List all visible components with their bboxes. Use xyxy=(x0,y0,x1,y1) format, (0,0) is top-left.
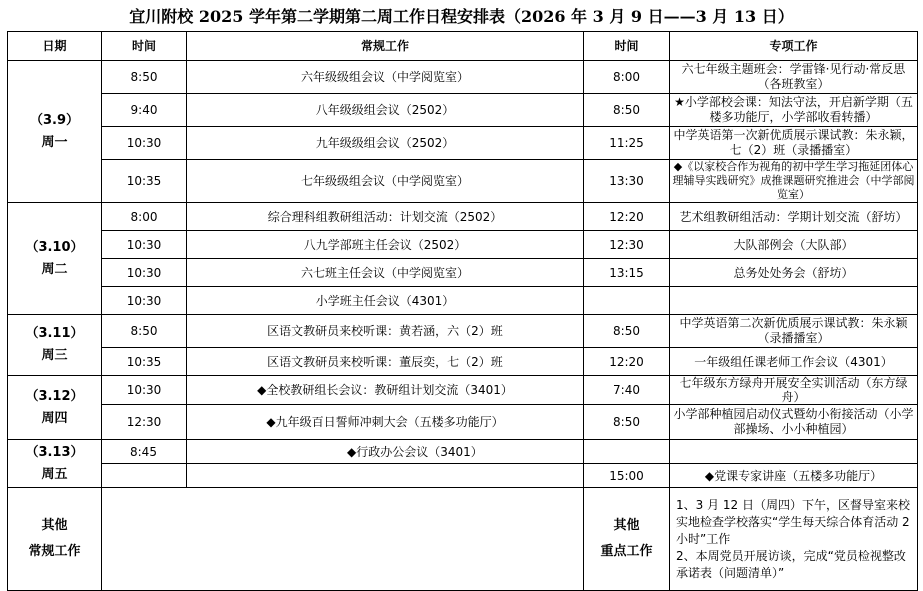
table-row xyxy=(8,203,918,231)
time-cell: 8:00 xyxy=(102,203,187,231)
routine-cell: 九年级级组会议（2502） xyxy=(187,127,584,160)
time-cell: 10:30 xyxy=(102,231,187,259)
table-row xyxy=(8,231,918,259)
time-cell: 10:35 xyxy=(102,160,187,203)
header-time: 时间 xyxy=(102,32,187,61)
table-row xyxy=(8,348,918,376)
routine-cell xyxy=(187,464,584,488)
time-cell: 12:20 xyxy=(584,348,670,376)
special-cell: 一年级组任课老师工作会议（4301） xyxy=(670,348,918,376)
special-cell: 中学英语第一次新优质展示课试教：朱永颖，七（2）班（录播播室） xyxy=(670,127,918,160)
header-date: 日期 xyxy=(8,32,102,61)
other-key-label xyxy=(584,488,670,591)
time-cell xyxy=(584,287,670,315)
other-routine-label-line1: 其他 xyxy=(41,518,68,533)
day-date: （3.13） xyxy=(25,444,84,460)
schedule-table xyxy=(7,31,918,591)
routine-cell: 小学班主任会议（4301） xyxy=(187,287,584,315)
table-row xyxy=(8,259,918,287)
routine-cell: 六年级级组会议（中学阅览室） xyxy=(187,61,584,94)
routine-cell: ◆九年级百日誓师冲刺大会（五楼多功能厅） xyxy=(187,405,584,440)
time-cell: 12:30 xyxy=(584,231,670,259)
table-row xyxy=(8,160,918,203)
page-title: 宜川附校 2025 学年第二学期第二周工作日程安排表（2026 年 3 月 9 日——3 月 13 日） xyxy=(129,7,794,26)
routine-cell: 综合理科组教研组活动：计划交流（2502） xyxy=(187,203,584,231)
time-cell: 11:25 xyxy=(584,127,670,160)
table-row xyxy=(8,287,918,315)
time-cell: 8:50 xyxy=(102,315,187,348)
time-cell: 10:35 xyxy=(102,348,187,376)
other-key-label-line2: 重点工作 xyxy=(600,544,653,559)
special-cell: 六七年级主题班会：学雷锋·见行动·常反思（各班教室） xyxy=(670,61,918,94)
time-cell: 13:15 xyxy=(584,259,670,287)
routine-cell: 八九学部班主任会议（2502） xyxy=(187,231,584,259)
other-routine-cell xyxy=(102,488,584,591)
day-weekday: 周三 xyxy=(41,348,68,363)
time-cell: 8:50 xyxy=(584,94,670,127)
day-cell-monday xyxy=(8,61,102,203)
day-cell-friday xyxy=(8,440,102,488)
special-cell: ◆《以家校合作为视角的初中学生学习拖延团体心理辅导实践研究》成推课题研究推进会（中学部阅览室） xyxy=(670,160,918,203)
table-row xyxy=(8,127,918,160)
day-date: （3.12） xyxy=(25,388,84,404)
special-cell: 艺术组教研组活动：学期计划交流（舒坊） xyxy=(670,203,918,231)
time-cell: 15:00 xyxy=(584,464,670,488)
time-cell xyxy=(102,464,187,488)
header-routine-work: 常规工作 xyxy=(187,32,584,61)
header-special-work: 专项工作 xyxy=(670,32,918,61)
time-cell: 9:40 xyxy=(102,94,187,127)
special-cell xyxy=(670,287,918,315)
table-row xyxy=(8,440,918,464)
day-weekday: 周四 xyxy=(41,410,68,426)
table-row xyxy=(8,61,918,94)
other-routine-label-line2: 常规工作 xyxy=(28,544,81,559)
header-time: 时间 xyxy=(584,32,670,61)
time-cell: 8:45 xyxy=(102,440,187,464)
special-cell: 七年级东方绿舟开展安全实训活动（东方绿舟） xyxy=(670,376,918,405)
special-cell: ★小学部校会课：知法守法，开启新学期（五楼多功能厅，小学部收看转播） xyxy=(670,94,918,127)
other-row xyxy=(8,488,918,591)
routine-cell: 七年级级组会议（中学阅览室） xyxy=(187,160,584,203)
table-row xyxy=(8,94,918,127)
time-cell: 8:50 xyxy=(102,61,187,94)
day-date: （3.9） xyxy=(29,112,80,128)
day-weekday: 周二 xyxy=(41,261,68,277)
time-cell: 12:20 xyxy=(584,203,670,231)
note-item: 2、本周党员开展访谈，完成“党员检视整改承诺表（问题清单）” xyxy=(676,548,906,580)
special-cell: 总务处处务会（舒坊） xyxy=(670,259,918,287)
routine-cell: ◆行政办公会议（3401） xyxy=(187,440,584,464)
day-date: （3.11） xyxy=(25,326,84,341)
time-cell: 8:50 xyxy=(584,315,670,348)
time-cell: 8:50 xyxy=(584,405,670,440)
other-routine-label xyxy=(8,488,102,591)
routine-cell: 六七班主任会议（中学阅览室） xyxy=(187,259,584,287)
day-cell-tuesday xyxy=(8,203,102,315)
time-cell: 10:30 xyxy=(102,259,187,287)
special-cell: 大队部例会（大队部） xyxy=(670,231,918,259)
day-weekday: 周五 xyxy=(41,466,68,482)
special-cell: 中学英语第二次新优质展示课试教：朱永颖（录播播室） xyxy=(670,315,918,348)
time-cell: 12:30 xyxy=(102,405,187,440)
table-row xyxy=(8,315,918,348)
other-key-notes xyxy=(670,488,918,591)
day-cell-wednesday xyxy=(8,315,102,376)
day-weekday: 周一 xyxy=(41,134,68,150)
routine-cell: 区语文教研员来校听课：董辰奕，七（2）班 xyxy=(187,348,584,376)
time-cell: 7:40 xyxy=(584,376,670,405)
note-item: 1、3 月 12 日（周四）下午，区督导室来校实地检查学校落实“学生每天综合体育活动 2 小时”工作 xyxy=(676,497,910,546)
time-cell: 10:30 xyxy=(102,376,187,405)
time-cell: 13:30 xyxy=(584,160,670,203)
other-key-label-line1: 其他 xyxy=(613,518,640,533)
table-row xyxy=(8,405,918,440)
special-cell xyxy=(670,440,918,464)
special-cell: ◆党课专家讲座（五楼多功能厅） xyxy=(670,464,918,488)
special-cell: 小学部种植园启动仪式暨幼小衔接活动（小学部操场、小小种植园） xyxy=(670,405,918,440)
table-row xyxy=(8,376,918,405)
time-cell: 8:00 xyxy=(584,61,670,94)
routine-cell: 八年级级组会议（2502） xyxy=(187,94,584,127)
time-cell: 10:30 xyxy=(102,287,187,315)
table-row xyxy=(8,464,918,488)
routine-cell: ◆全校教研组长会议：教研组计划交流（3401） xyxy=(187,376,584,405)
header-row xyxy=(8,32,918,61)
time-cell xyxy=(584,440,670,464)
routine-cell: 区语文教研员来校听课：黄若涵，六（2）班 xyxy=(187,315,584,348)
time-cell: 10:30 xyxy=(102,127,187,160)
day-cell-thursday xyxy=(8,376,102,440)
day-date: （3.10） xyxy=(25,239,84,255)
